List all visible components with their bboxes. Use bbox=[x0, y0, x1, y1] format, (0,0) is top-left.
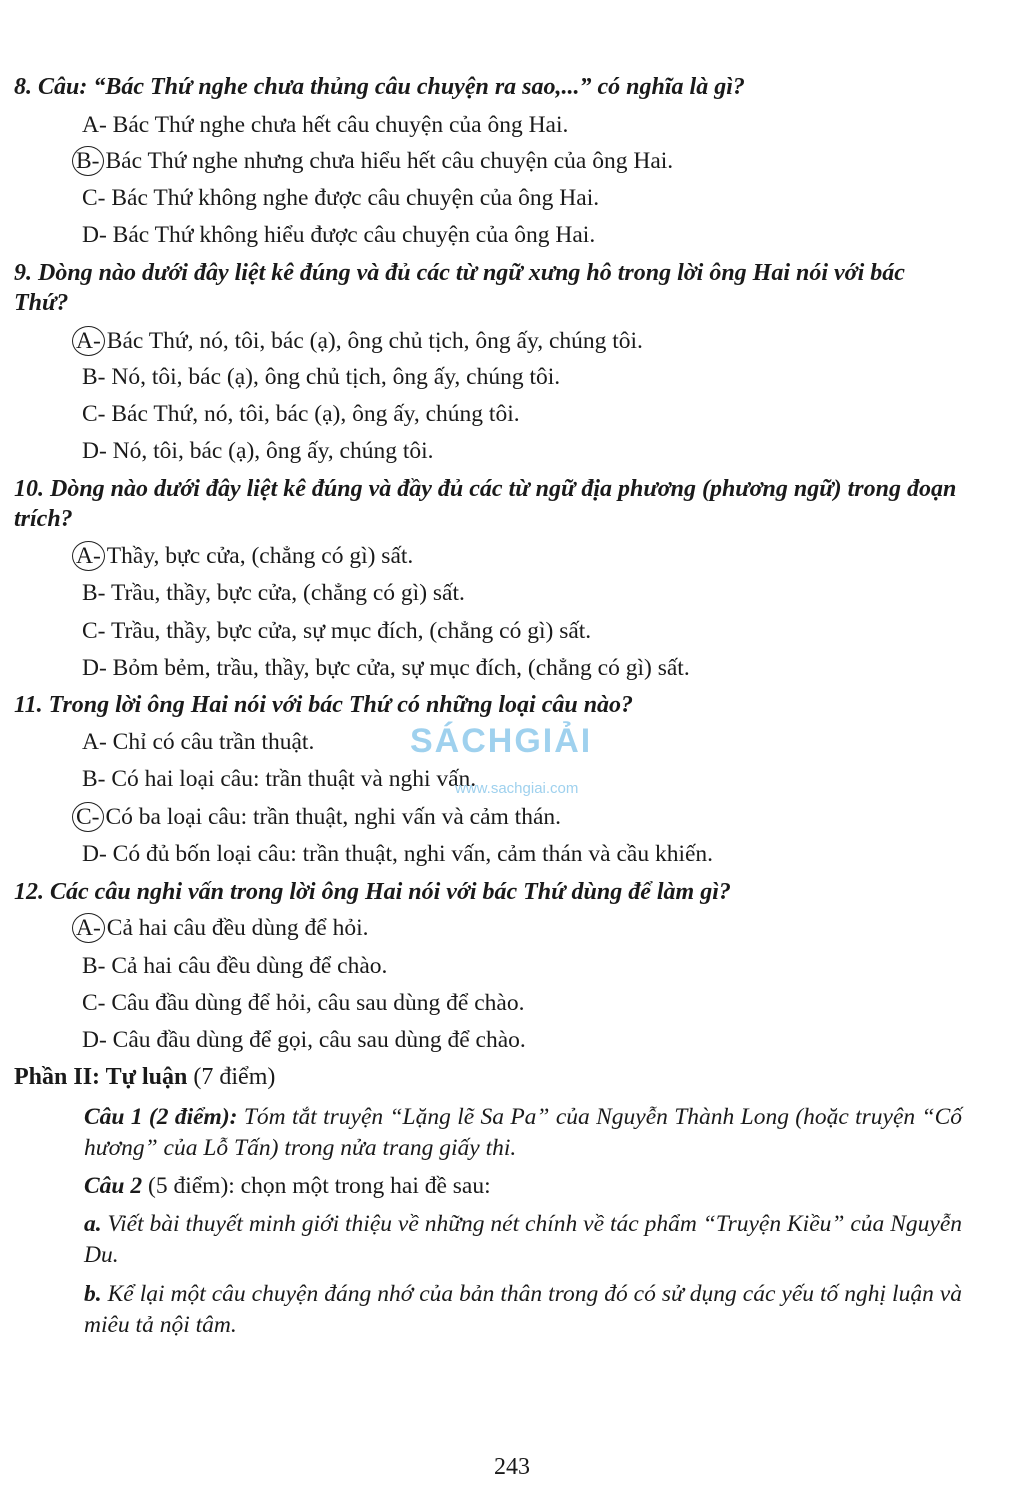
essay-option-a: a. Viết bài thuyết minh giới thiệu về những nét chính về tác phẩm “Truyện Kiều” của Nguyễn Du. bbox=[84, 1211, 962, 1268]
q12-option-d: D- Câu đầu dùng để gọi, câu sau dùng để chào. bbox=[82, 1027, 526, 1053]
q8-option-a: A- Bác Thứ nghe chưa hết câu chuyện của ông Hai. bbox=[82, 112, 569, 138]
q10-option-a-selected: A- Thầy, bực cửa, (chẳng có gì) sất. bbox=[72, 541, 952, 571]
essay-option-b: b. Kể lại một câu chuyện đáng nhớ của bản thân trong đó có sử dụng các yếu tố nghị luận và miêu tả nội tâm. bbox=[84, 1281, 962, 1338]
q8-option-d: D- Bác Thứ không hiểu được câu chuyện của ông Hai. bbox=[82, 222, 596, 248]
q8-option-b-selected: B- Bác Thứ nghe nhưng chưa hiểu hết câu chuyện của ông Hai. bbox=[72, 146, 952, 176]
q8-option-c: C- Bác Thứ không nghe được câu chuyện của ông Hai. bbox=[82, 185, 600, 211]
page-number: 243 bbox=[494, 1454, 530, 1480]
answer-circle: A- bbox=[72, 326, 105, 356]
essay-question-1: Câu 1 (2 điểm): Tóm tắt truyện “Lặng lẽ Sa Pa” của Nguyễn Thành Long (hoặc truyện “Cố hương” của Lỗ Tấn) trong nửa trang giấy thi. bbox=[84, 1104, 963, 1161]
question-9: 9. Dòng nào dưới đây liệt kê đúng và đủ các từ ngữ xưng hô trong lời ông Hai nói với bác Thứ? bbox=[14, 260, 905, 316]
watermark-url: www.sachgiai.com bbox=[455, 780, 579, 797]
answer-circle: B- bbox=[72, 146, 104, 176]
question-10: 10. Dòng nào dưới đây liệt kê đúng và đầy đủ các từ ngữ địa phương (phương ngữ) trong đoạn trích? bbox=[14, 476, 957, 532]
q9-option-b: B- Nó, tôi, bác (ạ), ông chủ tịch, ông ấy, chúng tôi. bbox=[82, 364, 561, 390]
q12-option-b: B- Cả hai câu đều dùng để chào. bbox=[82, 953, 388, 979]
q11-option-b: B- Có hai loại câu: trần thuật và nghi vấn. bbox=[82, 766, 477, 792]
q12-option-a-selected: A- Cả hai câu đều dùng để hỏi. bbox=[72, 913, 952, 943]
question-8: 8. Câu: “Bác Thứ nghe chưa thủng câu chuyện ra sao,...” có nghĩa là gì? bbox=[14, 74, 745, 100]
question-11: 11. Trong lời ông Hai nói với bác Thứ có những loại câu nào? bbox=[14, 692, 634, 718]
q11-option-a: A- Chỉ có câu trần thuật. bbox=[82, 729, 315, 755]
q9-option-c: C- Bác Thứ, nó, tôi, bác (ạ), ông ấy, chúng tôi. bbox=[82, 401, 520, 427]
answer-circle: C- bbox=[72, 802, 104, 832]
q11-option-d: D- Có đủ bốn loại câu: trần thuật, nghi vấn, cảm thán và cầu khiến. bbox=[82, 841, 714, 867]
watermark-logo: SÁCHGIẢI bbox=[410, 722, 593, 760]
q10-option-d: D- Bỏm bẻm, trầu, thầy, bực cửa, sự mục đích, (chẳng có gì) sất. bbox=[82, 655, 690, 681]
q12-option-c: C- Câu đầu dùng để hỏi, câu sau dùng để chào. bbox=[82, 990, 525, 1016]
part-2-heading: Phần II: Tự luận (7 điểm) bbox=[14, 1064, 276, 1090]
q10-option-c: C- Trầu, thầy, bực cửa, sự mục đích, (chẳng có gì) sất. bbox=[82, 618, 592, 644]
question-12: 12. Các câu nghi vấn trong lời ông Hai nói với bác Thứ dùng để làm gì? bbox=[14, 879, 731, 905]
q9-option-d: D- Nó, tôi, bác (ạ), ông ấy, chúng tôi. bbox=[82, 438, 434, 464]
q10-option-b: B- Trầu, thầy, bực cửa, (chẳng có gì) sất. bbox=[82, 580, 465, 606]
answer-circle: A- bbox=[72, 913, 105, 943]
answer-circle: A- bbox=[72, 541, 105, 571]
q11-option-c-selected: C- Có ba loại câu: trần thuật, nghi vấn và cảm thán. bbox=[72, 802, 952, 832]
essay-question-2: Câu 2 (5 điểm): chọn một trong hai đề sau: bbox=[84, 1173, 491, 1199]
q9-option-a-selected: A- Bác Thứ, nó, tôi, bác (ạ), ông chủ tịch, ông ấy, chúng tôi. bbox=[72, 326, 952, 356]
